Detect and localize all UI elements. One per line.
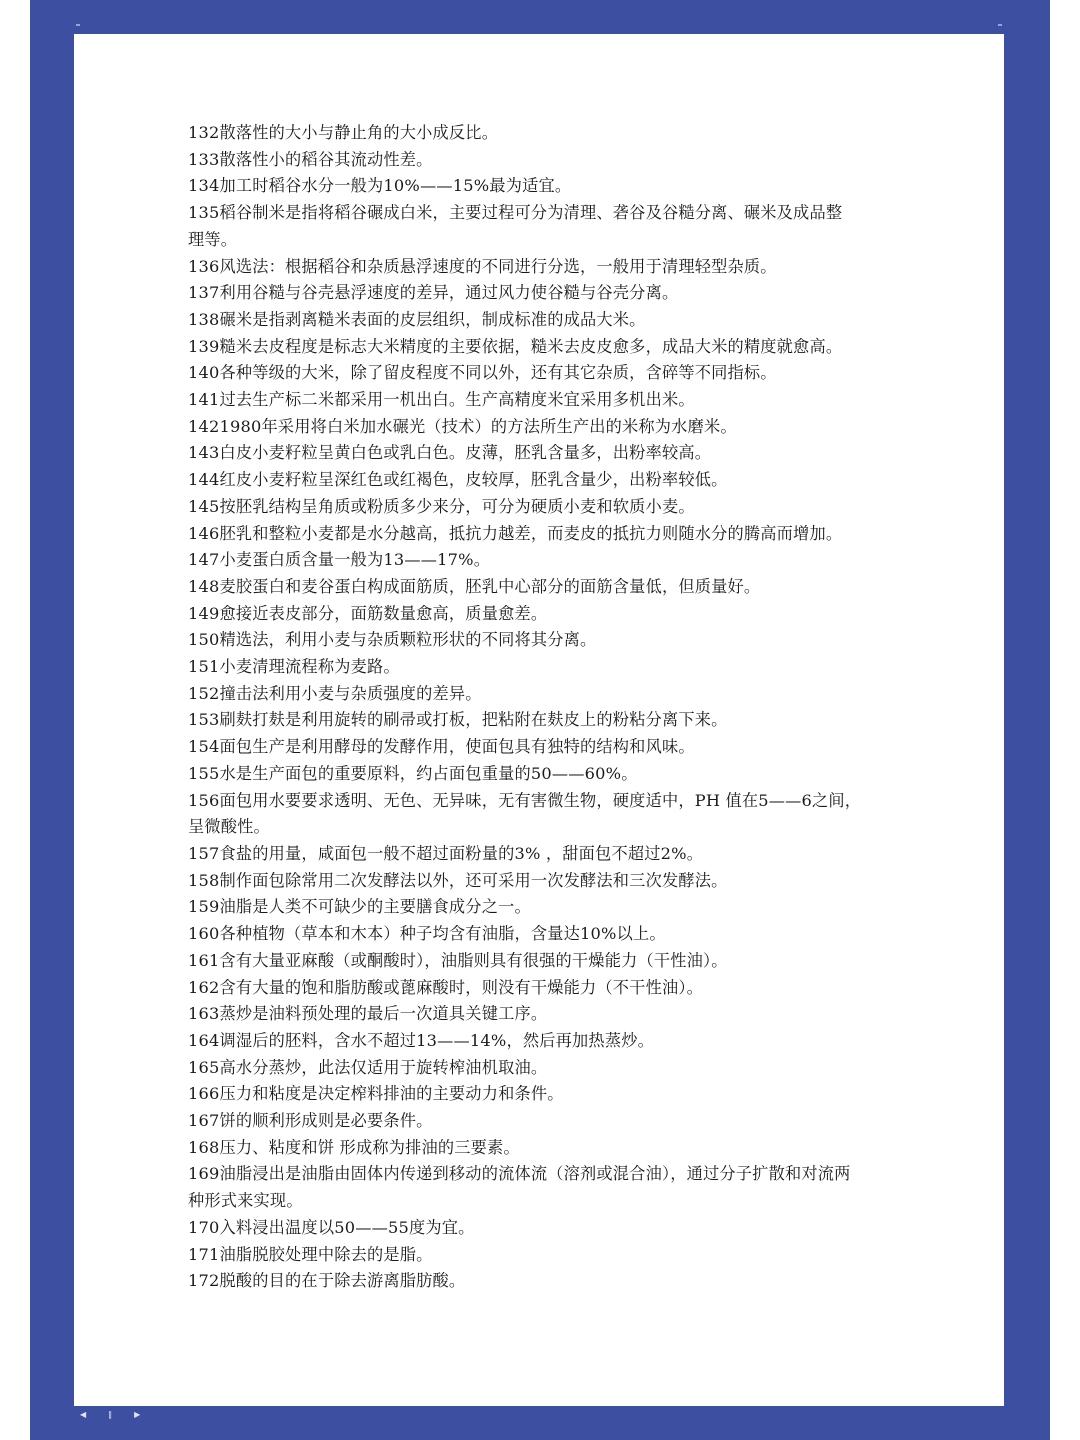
- text-line: 141过去生产标二米都采用一机出白。生产高精度米宜采用多机出米。: [188, 390, 695, 410]
- text-line: 1421980年采用将白米加水碾光（技术）的方法所生产出的米称为水磨米。: [188, 416, 737, 436]
- text-line: 135稻谷制米是指将稻谷碾成白米，主要过程可分为清理、砻谷及谷糙分离、碾米及成品整: [188, 203, 843, 223]
- text-line: 158制作面包除常用二次发酵法以外，还可采用一次发酵法和三次发酵法。: [188, 870, 728, 890]
- text-line: 137利用谷糙与谷壳悬浮速度的差异，通过风力使谷糙与谷壳分离。: [188, 283, 679, 303]
- text-line: 161含有大量亚麻酸（或酮酸时），油脂则具有很强的干燥能力（干性油）。: [188, 950, 728, 970]
- text-line: 165高水分蒸炒，此法仅适用于旋转榨油机取油。: [188, 1057, 548, 1077]
- text-line: 168压力、粘度和饼 形成称为排油的三要素。: [188, 1137, 520, 1157]
- text-line: 149愈接近表皮部分，面筋数量愈高，质量愈差。: [188, 603, 548, 623]
- viewer-controls[interactable]: [80, 1410, 140, 1420]
- text-line: 171油脂脱胶处理中除去的是脂。: [188, 1244, 433, 1264]
- text-line: 134加工时稻谷水分一般为10%——15%最为适宜。: [188, 176, 572, 196]
- text-line: 166压力和粘度是决定榨料排油的主要动力和条件。: [188, 1084, 564, 1104]
- previous-icon[interactable]: ◀: [80, 1410, 87, 1419]
- next-icon[interactable]: ▶: [134, 1410, 141, 1419]
- text-line: 148麦胶蛋白和麦谷蛋白构成面筋质，胚乳中心部分的面筋含量低，但质量好。: [188, 576, 761, 596]
- text-line: 146胚乳和整粒小麦都是水分越高，抵抗力越差，而麦皮的抵抗力则随水分的腾高而增加。: [188, 523, 843, 543]
- text-line: 160各种植物（草本和木本）种子均含有油脂，含量达10%以上。: [188, 924, 666, 944]
- text-line: 156面包用水要要求透明、无色、无异味，无有害微生物，硬度适中，PH 值在5——6之间，: [188, 790, 862, 810]
- text-line: 172脱酸的目的在于除去游离脂肪酸。: [188, 1271, 466, 1291]
- text-line: 种形式来实现。: [188, 1191, 303, 1211]
- text-line: 呈微酸性。: [188, 817, 270, 837]
- text-line: 133散落性小的稻谷其流动性差。: [188, 149, 433, 169]
- document-page: [74, 34, 1004, 1406]
- text-line: 167饼的顺利形成则是必要条件。: [188, 1111, 433, 1131]
- text-line: 162含有大量的饱和脂肪酸或蓖麻酸时，则没有干燥能力（不干性油）。: [188, 977, 704, 997]
- text-line: 164调湿后的胚料，含水不超过13——14%，然后再加热蒸炒。: [188, 1030, 654, 1050]
- text-line: 144红皮小麦籽粒呈深红色或红褐色，皮较厚，胚乳含量少，出粉率较低。: [188, 470, 728, 490]
- text-line: 132散落性的大小与静止角的大小成反比。: [188, 123, 499, 142]
- text-line: 139糙米去皮程度是标志大米精度的主要依据，糙米去皮皮愈多，成品大米的精度就愈高。: [188, 336, 843, 356]
- text-line: 151小麦清理流程称为麦路。: [188, 657, 400, 677]
- text-line: 140各种等级的大米，除了留皮程度不同以外，还有其它杂质，含碎等不同指标。: [188, 363, 777, 383]
- text-line: 143白皮小麦籽粒呈黄白色或乳白色。皮薄，胚乳含量多，出粉率较高。: [188, 443, 712, 463]
- text-line: 170入料浸出温度以50——55度为宜。: [188, 1217, 475, 1237]
- corner-mark-top-left: [76, 24, 80, 26]
- corner-mark-top-right: [998, 24, 1002, 26]
- document-body: [188, 120, 908, 1295]
- pause-icon[interactable]: ∥: [108, 1410, 113, 1419]
- text-line: 理等。: [188, 229, 238, 249]
- text-line: 154面包生产是利用酵母的发酵作用，使面包具有独特的结构和风味。: [188, 737, 695, 757]
- text-line: 159油脂是人类不可缺少的主要膳食成分之一。: [188, 897, 531, 917]
- text-line: 163蒸炒是油料预处理的最后一次道具关键工序。: [188, 1004, 548, 1024]
- text-line: 152撞击法利用小麦与杂质强度的差异。: [188, 683, 482, 703]
- text-line: 147小麦蛋白质含量一般为13——17%。: [188, 550, 491, 570]
- text-line: 157食盐的用量，咸面包一般不超过面粉量的3% ，甜面包不超过2%。: [188, 843, 704, 863]
- text-line: 136风选法：根据稻谷和杂质悬浮速度的不同进行分选，一般用于清理轻型杂质。: [188, 256, 777, 276]
- text-line: 155水是生产面包的重要原料，约占面包重量的50——60%。: [188, 763, 638, 783]
- text-line: 169油脂浸出是油脂由固体内传递到移动的流体流（溶剂或混合油），通过分子扩散和对流两: [188, 1164, 851, 1184]
- text-line: 153刷麸打麸是利用旋转的刷帚或打板，把粘附在麸皮上的粉粘分离下来。: [188, 710, 728, 730]
- text-line: 138碾米是指剥离糙米表面的皮层组织，制成标准的成品大米。: [188, 309, 646, 329]
- text-line: 150精选法，利用小麦与杂质颗粒形状的不同将其分离。: [188, 630, 597, 650]
- text-line: 145按胚乳结构呈角质或粉质多少来分，可分为硬质小麦和软质小麦。: [188, 496, 695, 516]
